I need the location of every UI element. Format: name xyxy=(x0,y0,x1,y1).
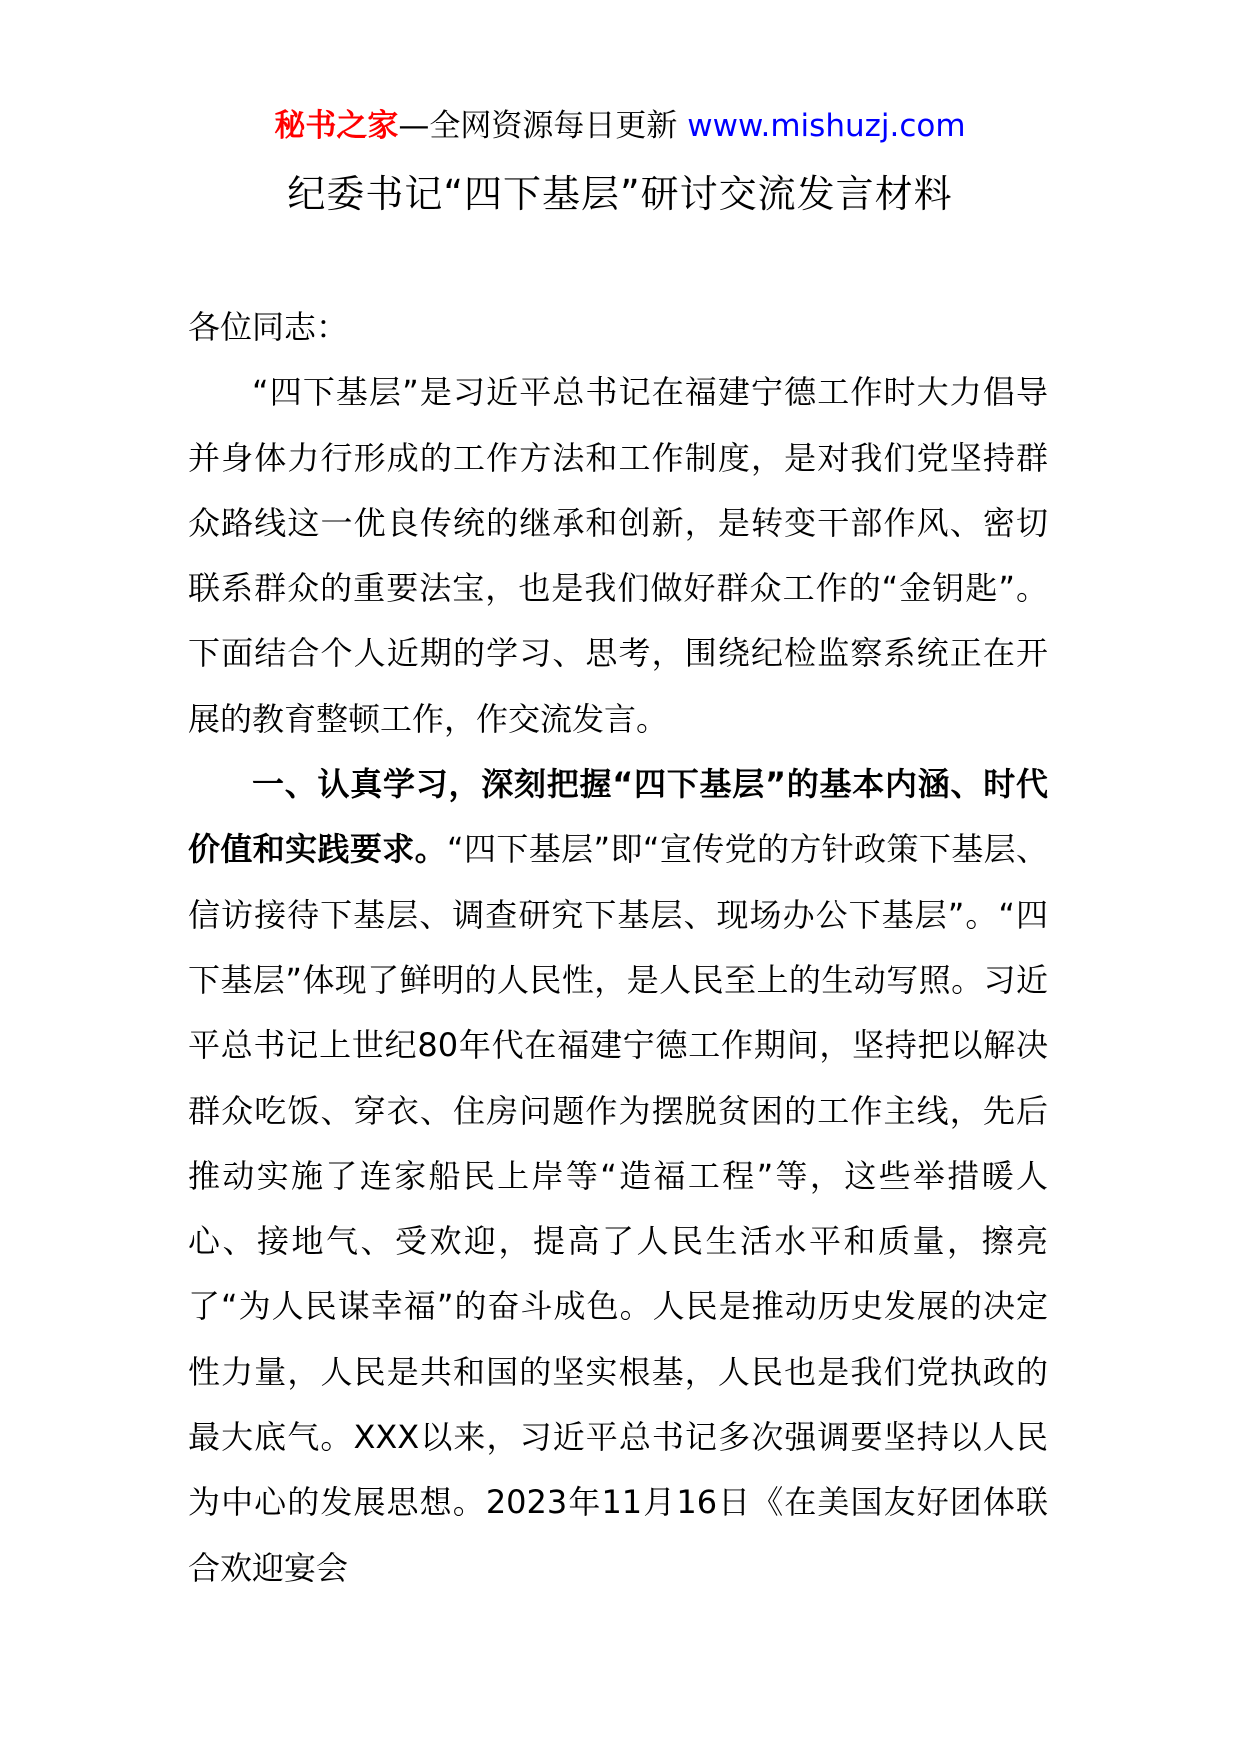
section-one-heading: 一、认真学习，深刻把握“四下基层”的基本内涵、时代价值和实践要求。 xyxy=(188,765,1048,869)
brand-name: 秘书之家 xyxy=(274,108,399,144)
document-title: 纪委书记“四下基层”研讨交流发言材料 xyxy=(287,172,953,216)
salutation: 各位同志： xyxy=(188,308,349,346)
header-tagline: —全网资源每日更新 xyxy=(398,108,678,144)
site-header xyxy=(0,98,1240,154)
site-url-link[interactable]: www.mishuzj.com xyxy=(687,108,966,144)
section-one-text: “四下基层”即“宣传党的方针政策下基层、信访接待下基层、调查研究下基层、现场办公下基层”。“四下基层”体现了鲜明的人民性，是人民至上的生动写照。习近平总书记上世纪80年代在福建宁德工作期间，坚持把以解决群众吃饭、穿衣、住房问题作为摆脱贫困的工作主线，先后推动实施了连家船民上岸等“造福工程”等，这些举措暖人心、接地气、受欢迎，提高了人民生活水平和质量，擦亮了“为人民谋幸福”的奋斗成色。人民是推动历史发展的决定性力量，人民是共和国的坚实根基，人民也是我们党执政的最大底气。XXX以来，习近平总书记多次强调要坚持以人民为中心的发展思想。2023年11月16日《在美国友好团体联合欢迎宴会 xyxy=(188,830,1048,1587)
intro-paragraph: “四下基层”是习近平总书记在福建宁德工作时大力倡导并身体力行形成的工作方法和工作制度，是对我们党坚持群众路线这一优良传统的继承和创新，是转变干部作风、密切联系群众的重要法宝，也是我们做好群众工作的“金钥匙”。下面结合个人近期的学习、思考，围绕纪检监察系统正在开展的教育整顿工作，作交流发言。 xyxy=(188,373,1048,738)
document-body xyxy=(188,295,1048,1601)
section-one-paragraph xyxy=(188,752,1048,1601)
